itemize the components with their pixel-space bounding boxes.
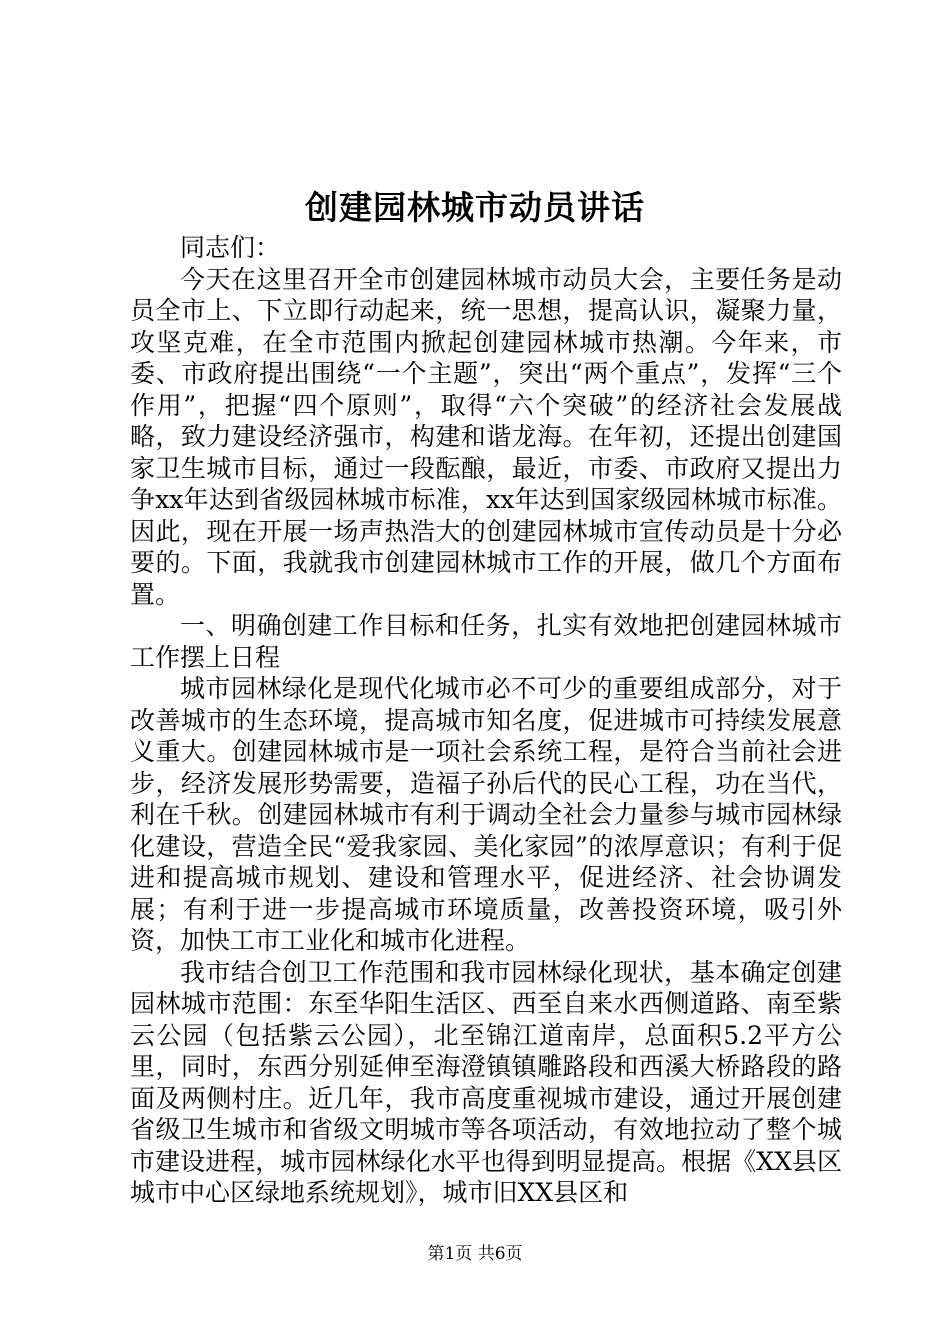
body-paragraph-significance: 城市园林绿化是现代化城市必不可少的重要组成部分，对于改善城市的生态环境，提高城市知名度，促进城市可持续发展意义重大。创建园林城市是一项社会系统工程，是符合当前社会进步，经济发展形势需要，造福子孙后代的民心工程，功在当代，利在千秋。创建园林城市有利于调动全社会力量参与城市园林绿化建设，营造全民“爱我家园、美化家园”的浓厚意识；有利于促进和提高城市规划、建设和管理水平，促进经济、社会协调发展；有利于进一步提高城市环境质量，改善投资环境，吸引外资，加快工市工业化和城市化进程。 — [130, 674, 842, 955]
salutation-paragraph: 同志们： — [180, 233, 281, 262]
page-number-footer: 第1页 共6页 — [427, 1244, 523, 1264]
page-title: 创建园林城市动员讲话 — [305, 188, 645, 227]
body-paragraph-intro: 今天在这里召开全市创建园林城市动员大会，主要任务是动员全市上、下立即行动起来，统一思想，提高认识，凝聚力量，攻坚克难，在全市范围内掀起创建园林城市热潮。今年来，市委、市政府提出围绕“一个主题”，突出“两个重点”，发挥“三个作用”，把握“四个原则”，取得“六个突破”的经济社会发展战略，致力建设经济强市，构建和谐龙海。在年初，还提出创建国家卫生城市目标，通过一段酝酿，最近，市委、市政府又提出力争xx年达到省级园林城市标准，xx年达到国家级园林城市标准。因此，现在开展一场声热浩大的创建园林城市宣传动员是十分必要的。下面，我就我市创建园林城市工作的开展，做几个方面布置。 — [130, 264, 842, 609]
body-paragraph-scope: 我市结合创卫工作范围和我市园林绿化现状，基本确定创建园林城市范围：东至华阳生活区、西至自来水西侧道路、南至紫云公园（包括紫云公园），北至锦江道南岸，总面积5.2平方公里，同时，东西分别延伸至海澄镇镇雕路段和西溪大桥路段的路面及两侧村庄。近几年，我市高度重视城市建设，通过开展创建省级卫生城市和省级文明城市等各项活动，有效地拉动了整个城市建设进程，城市园林绿化水平也得到明显提高。根据《XX县区城市中心区绿地系统规划》，城市旧XX县区和 — [130, 957, 842, 1207]
document-body — [130, 232, 842, 1209]
section-heading-1: 一、明确创建工作目标和任务，扎实有效地把创建园林城市工作摆上日程 — [130, 611, 842, 672]
